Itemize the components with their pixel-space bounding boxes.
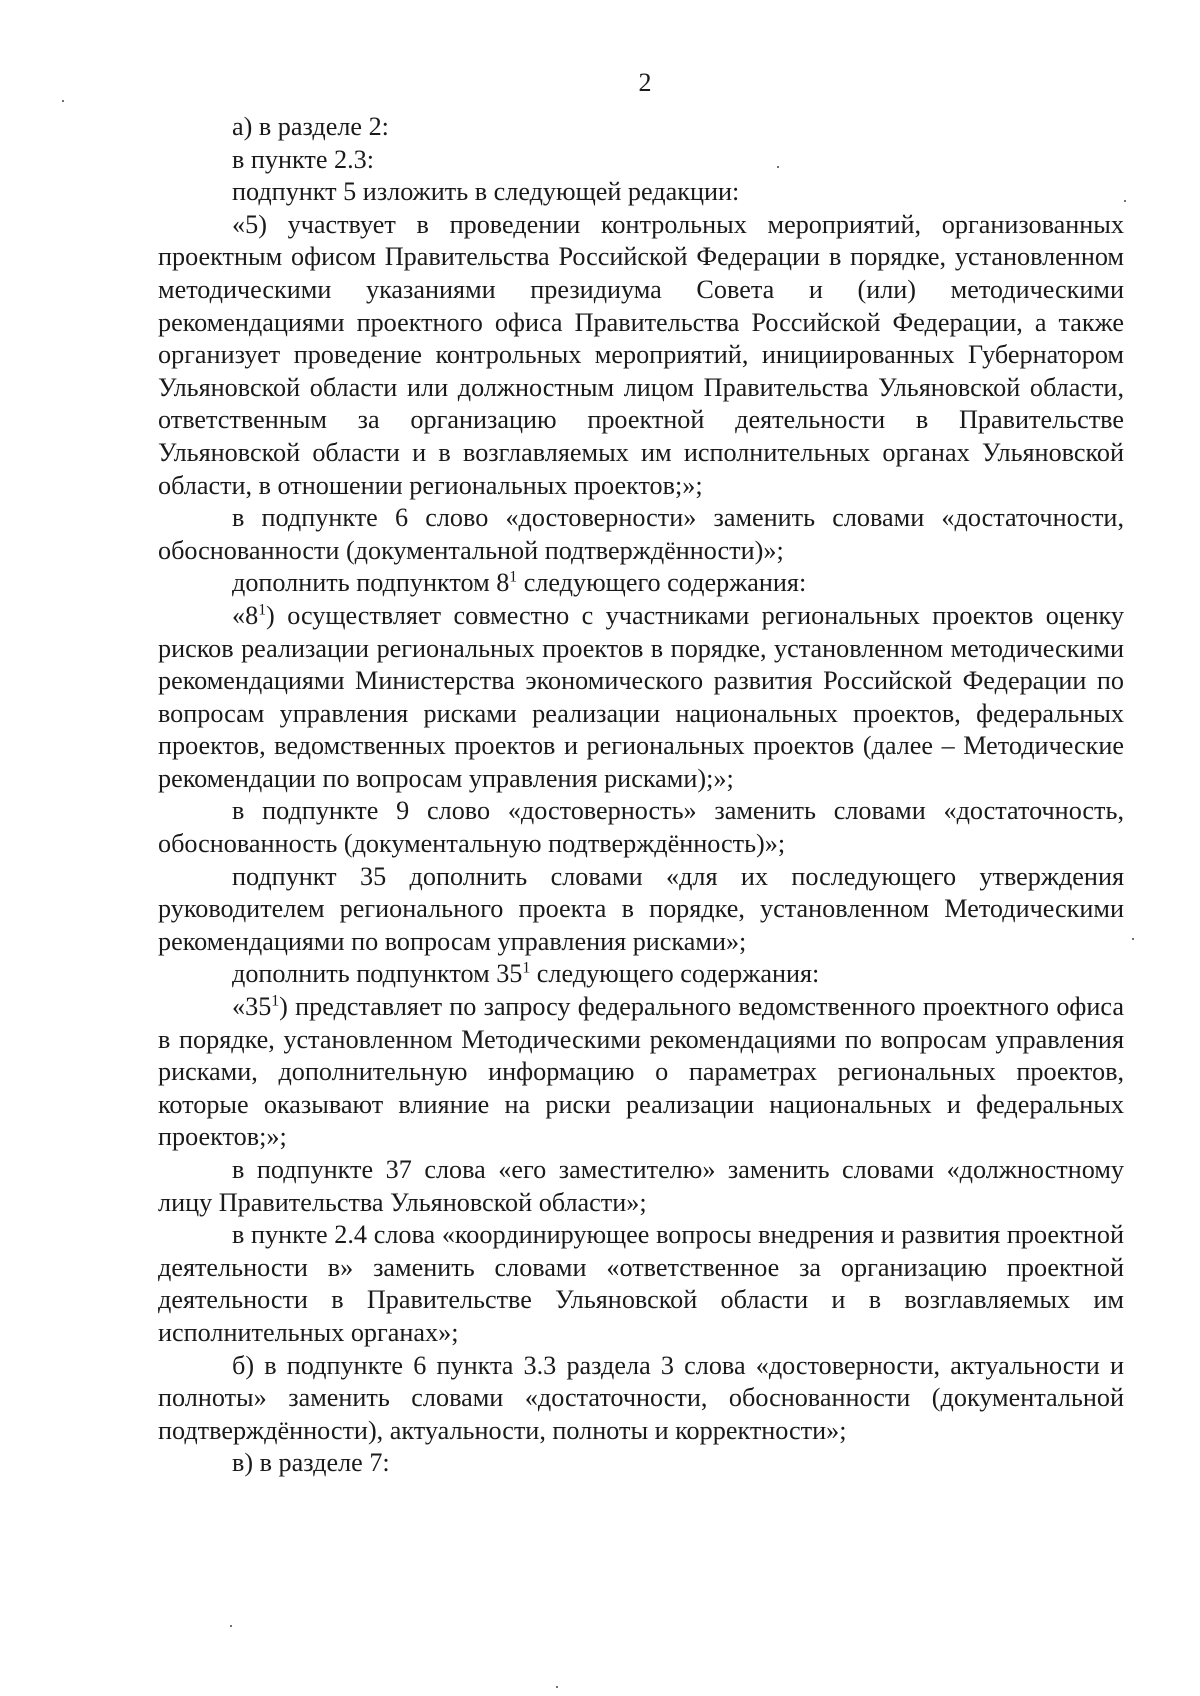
paragraph-subpoint-37-change: в подпункте 37 слова «его заместителю» заменить словами «должностному лицу Правительства Ульяновской области»; xyxy=(158,1155,1124,1217)
superscript-index: 1 xyxy=(258,601,267,619)
scan-speck xyxy=(1132,938,1134,940)
scan-speck xyxy=(230,1625,232,1627)
paragraph-text-before-sup: дополнить подпунктом 8 xyxy=(232,568,510,598)
paragraph-point-2-3: в пункте 2.3: xyxy=(232,144,375,174)
scan-speck xyxy=(62,100,64,102)
paragraph-subpoint-35-change: подпункт 35 дополнить словами «для их последующего утверждения руководителем регионального проекта в порядке, установленном Методическими рекомендациями по вопросам управления рисками»; xyxy=(158,861,1124,956)
paragraph-text-before-sup: дополнить подпунктом 35 xyxy=(232,959,523,989)
superscript-index: 1 xyxy=(509,568,518,586)
paragraph-text-after-sup: следующего содержания: xyxy=(517,568,807,598)
paragraph-add-subpoint-8-1 xyxy=(158,567,1124,600)
page-number: 2 xyxy=(638,68,652,97)
paragraph-subpoint-35-1-text xyxy=(158,991,1124,1154)
scan-speck xyxy=(556,1686,558,1688)
paragraph-subpoint-6-change: в подпункте 6 слово «достоверности» заменить словами «достаточности, обоснованности (документальной подтверждённости)»; xyxy=(158,503,1124,565)
scan-speck xyxy=(777,166,779,168)
paragraph-subpoint-5-text: «5) участвует в проведении контрольных мероприятий, организованных проектным офисом Правительства Российской Федерации в порядке, установленном методическими указаниями президиума Совета и (или) методическими рекомендациями проектного офиса Правительства Российской Федерации, а также организует проведение контрольных мероприятий, инициированных Губернатором Ульяновской области или должностным лицом Правительства Ульяновской области, ответственным за организацию проектной деятельности в Правительстве Ульяновской области и в возглавляемых им исполнительных органах Ульяновской области, в отношении региональных проектов;»; xyxy=(158,209,1124,500)
document-body xyxy=(158,111,1124,1480)
paragraph-add-subpoint-35-1 xyxy=(158,958,1124,991)
scan-speck xyxy=(1124,200,1126,202)
paragraph-section-2: а) в разделе 2: xyxy=(232,112,389,141)
paragraph-text-after-sup: следующего содержания: xyxy=(530,959,820,989)
superscript-index: 1 xyxy=(271,992,280,1010)
paragraph-text-after-sup: ) представляет по запросу федерального ведомственного проектного офиса в порядке, установленном Методическими рекомендациями по вопросам управления рисками, дополнительную информацию о параметрах региональных проектов, которые оказывают влияние на риски реализации национальных и федеральных проектов;»; xyxy=(158,992,1124,1152)
paragraph-section-3-change: б) в подпункте 6 пункта 3.3 раздела 3 слова «достоверности, актуальности и полноты» заменить словами «достаточности, обоснованности (документальной подтверждённости), актуальности, полноты и корректности»; xyxy=(158,1350,1124,1445)
paragraph-text-before-sup: «35 xyxy=(232,992,272,1022)
paragraph-subpoint-5-intro: подпункт 5 изложить в следующей редакции: xyxy=(232,177,740,207)
paragraph-text-after-sup: ) осуществляет совместно с участниками региональных проектов оценку рисков реализации региональных проектов в порядке, установленном методическими рекомендациями Министерства экономического развития Российской Федерации по вопросам управления рисками реализации национальных проектов, федеральных проектов, ведомственных проектов и региональных проектов (далее – Методические рекомендации по вопросам управления рисками);»; xyxy=(158,600,1124,793)
paragraph-point-2-4-change: в пункте 2.4 слова «координирующее вопросы внедрения и развития проектной деятельности в» заменить словами «ответственное за организацию проектной деятельности в Правительстве Ульяновской области и в возглавляемых им исполнительных органах»; xyxy=(158,1220,1124,1347)
paragraph-subpoint-9-change: в подпункте 9 слово «достоверность» заменить словами «достаточность, обоснованность (документальную подтверждённость)»; xyxy=(158,796,1124,859)
superscript-index: 1 xyxy=(522,959,531,977)
paragraph-section-7: в) в разделе 7: xyxy=(232,1448,390,1478)
paragraph-text-before-sup: «8 xyxy=(232,600,259,630)
paragraph-subpoint-8-1-text xyxy=(158,600,1124,796)
